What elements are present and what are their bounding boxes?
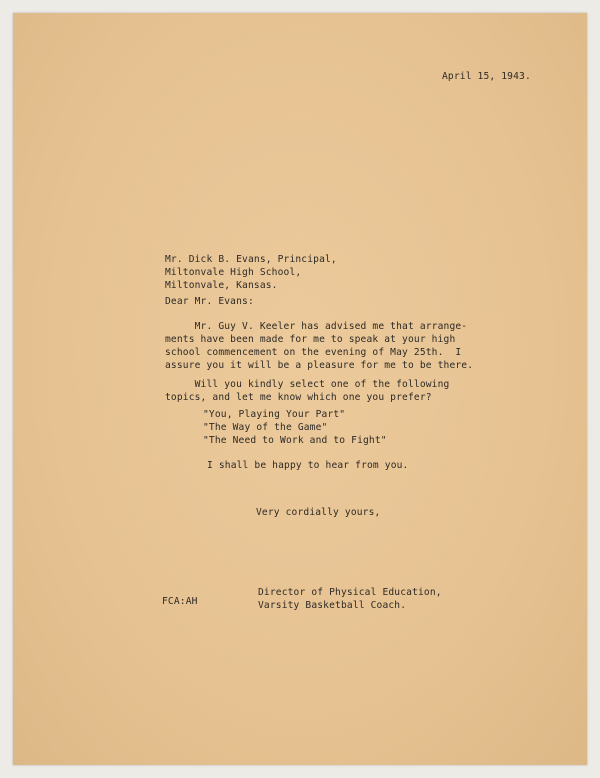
recipient-line: Miltonvale, Kansas. — [165, 280, 278, 291]
topic-list — [203, 408, 387, 447]
recipient-line: Miltonvale High School, — [165, 267, 302, 278]
body-paragraph-2 — [165, 378, 449, 404]
letter-date: April 15, 1943. — [442, 71, 531, 82]
paragraph-line: ments have been made for me to speak at your high — [165, 334, 456, 345]
paragraph-line: Mr. Guy V. Keeler has advised me that arrange- — [165, 321, 468, 332]
signer-title-line: Director of Physical Education, — [258, 587, 442, 598]
paragraph-line: school commencement on the evening of May 25th. I — [165, 347, 462, 358]
paragraph-line: assure you it will be a pleasure for me to be there. — [165, 360, 474, 371]
sign-off: Very cordially yours, — [256, 507, 381, 518]
signer-title — [258, 586, 442, 612]
topic-item: "The Need to Work and to Fight" — [203, 435, 387, 446]
topic-item: "You, Playing Your Part" — [203, 409, 346, 420]
signer-title-line: Varsity Basketball Coach. — [258, 600, 407, 611]
recipient-line: Mr. Dick B. Evans, Principal, — [165, 254, 337, 265]
recipient-address — [165, 253, 337, 292]
closing-line: I shall be happy to hear from you. — [207, 460, 409, 471]
paragraph-line: Will you kindly select one of the following — [165, 379, 450, 390]
letter-page — [13, 13, 587, 765]
topic-item: "The Way of the Game" — [203, 422, 328, 433]
paragraph-line: topics, and let me know which one you prefer? — [165, 392, 432, 403]
salutation: Dear Mr. Evans: — [165, 296, 254, 307]
reference-initials: FCA:AH — [162, 596, 198, 607]
body-paragraph-1 — [165, 320, 473, 372]
